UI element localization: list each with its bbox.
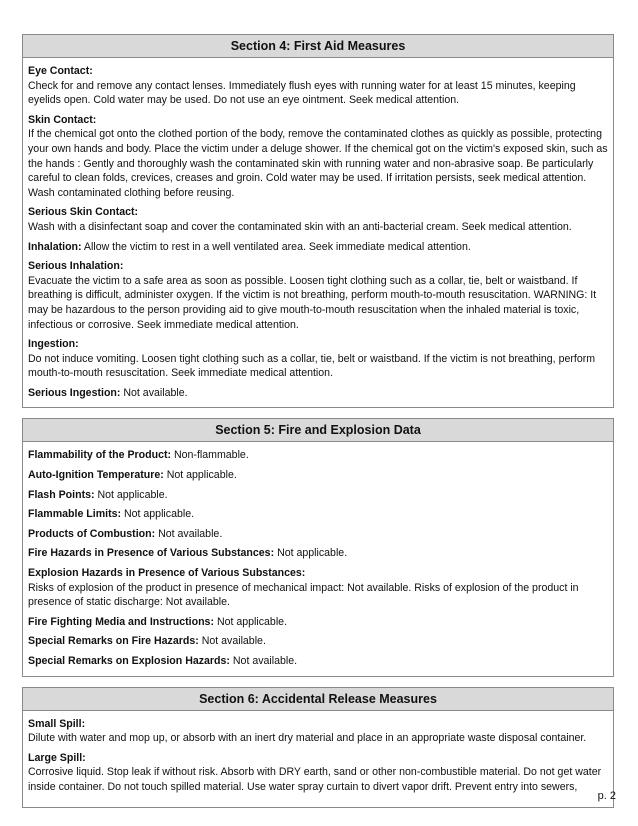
entry-label: Explosion Hazards in Presence of Various Substances: bbox=[28, 567, 306, 580]
entry-flash-points bbox=[28, 486, 608, 506]
entry-label: Serious Ingestion: bbox=[28, 386, 121, 399]
page-number: p. 2 bbox=[597, 790, 616, 802]
entry-text: Not available. bbox=[232, 655, 298, 667]
entry-text: Not available. bbox=[201, 635, 266, 648]
entry-remarks-fire bbox=[28, 632, 608, 652]
entry-text: Not applicable. bbox=[166, 469, 237, 482]
entry-flammable-limits bbox=[28, 505, 608, 525]
entry-label: Ingestion: bbox=[28, 338, 79, 351]
section-body bbox=[23, 442, 613, 675]
entry-label: Fire Fighting Media and Instructions: bbox=[28, 615, 214, 628]
entry-label: Products of Combustion: bbox=[28, 527, 156, 540]
entry-fire-hazards bbox=[28, 544, 608, 564]
section-fire-explosion bbox=[22, 418, 614, 676]
entry-text: Check for and remove any contact lenses. Immediately flush eyes with running water for at least 15 minutes, keeping eyelids open. Cold water may be used. Do not use an eye ointment. Seek medical attention. bbox=[28, 79, 576, 107]
entry-auto-ignition bbox=[28, 466, 608, 486]
entry-text: Not available. bbox=[123, 386, 188, 399]
entry-text: Dilute with water and mop up, or absorb with an inert dry material and place in an appropriate waste disposal container. bbox=[28, 732, 587, 745]
entry-serious-ingestion bbox=[28, 384, 608, 404]
entry-label: Large Spill: bbox=[28, 751, 86, 764]
entry-products-of-combustion bbox=[28, 525, 608, 545]
entry-label: Flammability of the Product: bbox=[28, 449, 172, 462]
entry-text: Not applicable. bbox=[277, 547, 348, 560]
entry-small-spill bbox=[28, 715, 608, 749]
entry-label: Auto-Ignition Temperature: bbox=[28, 469, 164, 482]
entry-label: Serious Skin Contact: bbox=[28, 206, 139, 219]
entry-serious-inhalation bbox=[28, 257, 608, 335]
entry-label: Inhalation: bbox=[28, 240, 82, 253]
section-body bbox=[23, 711, 613, 807]
entry-skin-contact bbox=[28, 111, 608, 204]
entry-label: Flammable Limits: bbox=[28, 508, 122, 521]
section-title: Section 4: First Aid Measures bbox=[23, 35, 613, 58]
entry-label: Small Spill: bbox=[28, 717, 86, 730]
entry-text: Evacuate the victim to a safe area as soon as possible. Loosen tight clothing such as a collar, tie, belt or waistband. If breathing is difficult, administer oxygen. If the victim is not breathing, perform mouth-to-mouth resuscitation. WARNING: It may be hazardous to the person providing aid to give mouth-to-mouth resuscitation when the inhaled material is toxic, infectious or corrosive. Seek immediate medical attention. bbox=[28, 274, 597, 331]
entry-label: Special Remarks on Fire Hazards: bbox=[28, 635, 199, 648]
entry-label: Skin Contact: bbox=[28, 113, 97, 126]
document-page bbox=[22, 34, 614, 808]
entry-text: Corrosive liquid. Stop leak if without risk. Absorb with DRY earth, sand or other non-combustible material. Do not get water inside container. Do not touch spilled material. Use water spray curtain to divert vapor drift. Prevent entry into sewers, bbox=[28, 766, 602, 793]
entry-text: Non-flammable. bbox=[173, 449, 249, 462]
entry-text: Not applicable. bbox=[123, 508, 195, 521]
entry-flammability bbox=[28, 446, 608, 466]
entry-text: Not applicable. bbox=[216, 615, 288, 628]
entry-label: Eye Contact: bbox=[28, 65, 93, 77]
entry-explosion-hazards bbox=[28, 564, 608, 613]
section-accidental-release bbox=[22, 687, 614, 808]
section-title: Section 5: Fire and Explosion Data bbox=[23, 419, 613, 442]
entry-label: Flash Points: bbox=[28, 488, 95, 501]
entry-remarks-explosion bbox=[28, 652, 608, 672]
entry-text: Do not induce vomiting. Loosen tight clothing such as a collar, tie, belt or waistband. If the victim is not breathing, perform mouth-to-mouth resuscitation. Seek immediate medical attention. bbox=[28, 352, 596, 380]
entry-text: Wash with a disinfectant soap and cover the contaminated skin with an anti-bacterial cream. Seek medical attention. bbox=[28, 220, 572, 233]
section-body bbox=[23, 58, 613, 407]
entry-text: Not available. bbox=[158, 527, 223, 540]
entry-inhalation bbox=[28, 238, 608, 258]
entry-large-spill bbox=[28, 749, 608, 798]
entry-label: Fire Hazards in Presence of Various Substances: bbox=[28, 547, 275, 560]
section-first-aid bbox=[22, 34, 614, 408]
entry-label: Serious Inhalation: bbox=[28, 260, 124, 273]
entry-text: If the chemical got onto the clothed portion of the body, remove the contaminated clothes as quickly as possible, protecting your own hands and body. Place the victim under a deluge shower. If the chemical got on the victim's exposed skin, such as the hands : Gently and thoroughly wash the contaminated skin with running water and non-abrasive soap. Be particularly careful to clean folds, crevices, creases and groin. Cold water may be used. If irritation persists, seek medical attention. Wash contaminated clothing before reusing. bbox=[28, 128, 608, 199]
entry-fire-fighting-media bbox=[28, 613, 608, 633]
entry-serious-skin-contact bbox=[28, 203, 608, 237]
entry-eye-contact bbox=[28, 62, 608, 111]
entry-ingestion bbox=[28, 335, 608, 384]
entry-text: Allow the victim to rest in a well ventilated area. Seek immediate medical attention. bbox=[83, 240, 471, 253]
entry-text: Not applicable. bbox=[97, 488, 168, 501]
entry-label: Special Remarks on Explosion Hazards: bbox=[28, 655, 230, 667]
section-title: Section 6: Accidental Release Measures bbox=[23, 688, 613, 711]
entry-text: Risks of explosion of the product in presence of mechanical impact: Not available. Risks of explosion of the product in presence of static discharge: Not available. bbox=[28, 581, 579, 609]
